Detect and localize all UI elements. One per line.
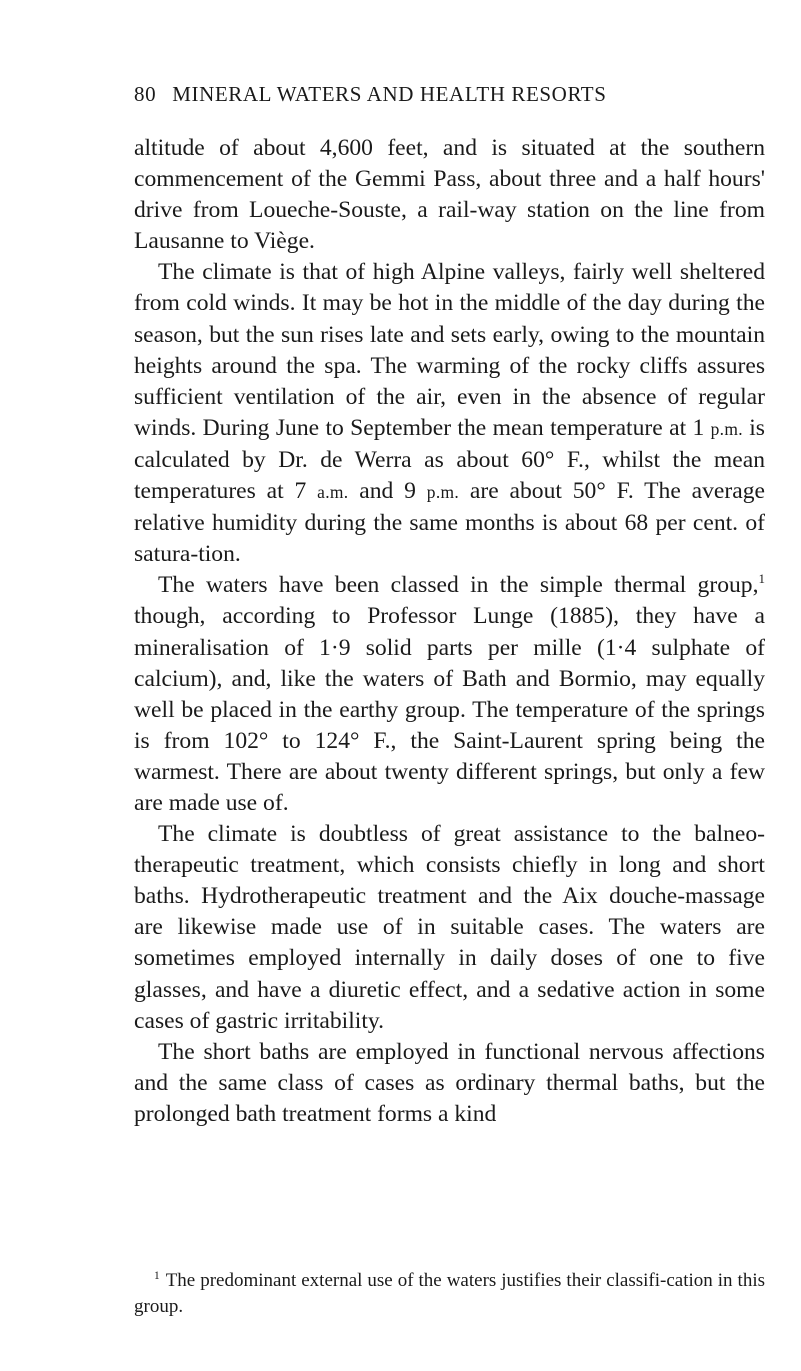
- time-abbrev-am: a.m.: [317, 482, 349, 503]
- running-title: MINERAL WATERS AND HEALTH RESORTS: [172, 82, 607, 106]
- paragraph-2-text-a: The climate is that of high Alpine valleys, fairly well sheltered from cold winds. It may be hot in the middle of the day during the season, but the sun rises late and sets early, owing to the mountain heights around the spa. The warming of the rocky cliffs assures sufficient ventilation of the air, even in the absence of regular winds. During June to September the mean temperature at 1: [134, 259, 765, 441]
- paragraph-3-text-a: The waters have been classed in the simple thermal group,: [158, 572, 759, 599]
- time-abbrev-pm: p.m.: [710, 418, 743, 439]
- paragraph-1: [134, 133, 765, 257]
- paragraph-2-text-c: and 9: [348, 478, 427, 505]
- page-number: 80: [134, 82, 157, 106]
- paragraph-1-text: altitude of about 4,600 feet, and is situated at the southern commencement of the Gemmi Pass, about three and a half hours' drive from Loueche-Souste, a rail-way station on the line from Lausanne to Viège.: [134, 135, 765, 255]
- paragraph-2-text-b: is calculated by Dr. de Werra as about 60° F., whilst the mean temperatures at 7: [134, 414, 765, 505]
- footnote-reference: 1: [758, 571, 765, 587]
- paragraph-3: [134, 570, 765, 819]
- paragraph-5-text: The short baths are employed in functional nervous affections and the same class of cases as ordinary thermal baths, but the prolonged bath treatment forms a kind: [134, 1038, 765, 1127]
- paragraph-2: [134, 257, 765, 570]
- paragraph-5: [134, 1037, 765, 1130]
- paragraph-4-text: The climate is doubtless of great assistance to the balneo-therapeutic treatment, which consists chiefly in long and short baths. Hydrotherapeutic treatment and the Aix douche-massage are likewise made use of in suitable cases. The waters are sometimes employed internally in daily doses of one to five glasses, and have a diuretic effect, and a sedative action in some cases of gastric irritability.: [134, 821, 765, 1034]
- paragraph-4: [134, 819, 765, 1037]
- footnote-mark: 1: [154, 1269, 160, 1282]
- body-text: [134, 133, 765, 1130]
- paragraph-2-text-d: are about 50° F. The average relative humidity during the same months is about 68 per cent. of satura-tion.: [134, 478, 766, 568]
- paragraph-3-text-b: though, according to Professor Lunge (1885), they have a mineralisation of 1·9 solid parts per mille (1·4 sulphate of calcium), and, like the waters of Bath and Bormio, may equally well be placed in the earthy group. The temperature of the springs is from 102° to 124° F., the Saint-Laurent spring being the warmest. There are about twenty different springs, but only a few are made use of.: [134, 603, 765, 816]
- footnote: [134, 1268, 765, 1320]
- running-head: [134, 82, 694, 107]
- footnote-text: The predominant external use of the waters justifies their classifi-cation in this group.: [134, 1270, 765, 1317]
- time-abbrev-pm-2: p.m.: [426, 482, 460, 503]
